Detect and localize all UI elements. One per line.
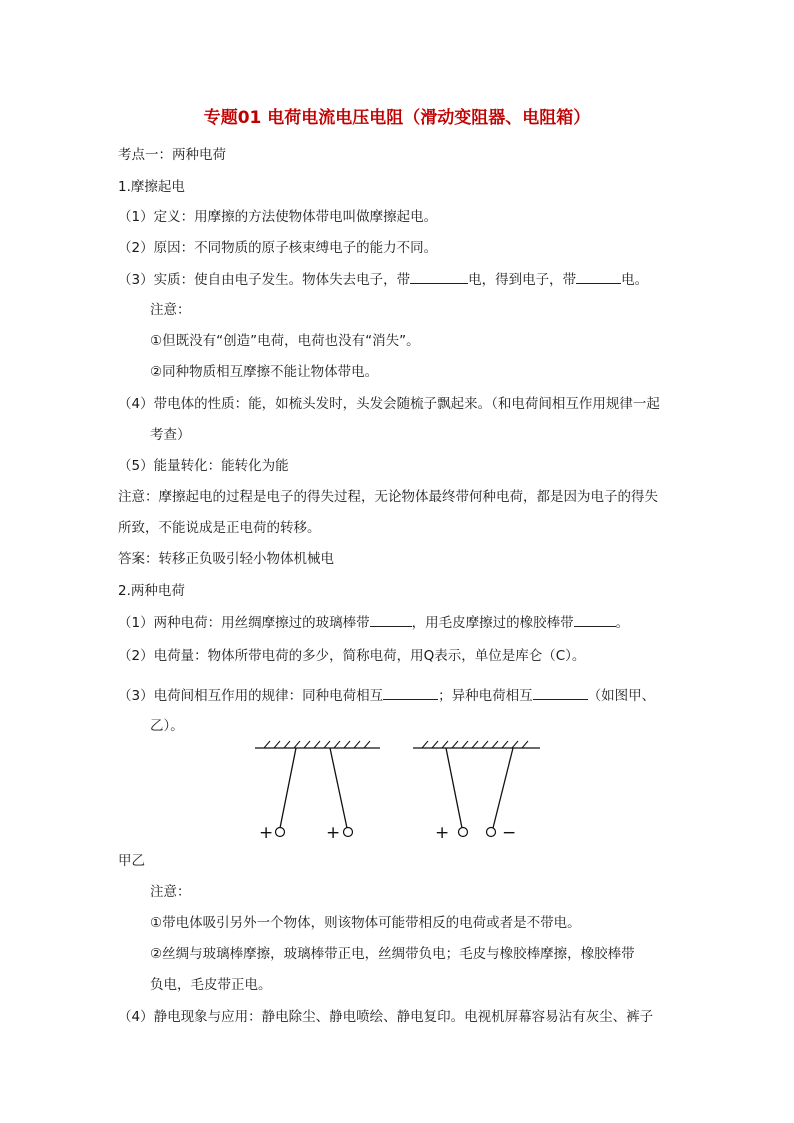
item-energy: （5）能量转化：能转化为能 [118, 458, 289, 474]
pendulum-ball [487, 828, 496, 837]
positive-charge-label: + [326, 823, 341, 843]
item-cause: （2）原因：不同物质的原子核束缚电子的能力不同。 [118, 240, 438, 256]
note-paragraph-cont: 所致，不能说成是正电荷的转移。 [118, 520, 321, 536]
note-paragraph: 注意：摩擦起电的过程是电子的得失过程，无论物体最终带何种电荷，都是因为电子的得失 [118, 489, 658, 505]
item-property-cont: 考查） [150, 427, 191, 443]
figure-caption: 甲乙 [118, 853, 145, 869]
ceiling-hatch [422, 741, 528, 748]
item-interaction-law-cont: 乙）。 [150, 718, 184, 734]
page-title: 专题01 电荷电流电压电阻（滑动变阻器、电阻箱） [203, 108, 591, 128]
pendulum-ball [344, 828, 353, 837]
note-item-cont: 负电，毛皮带正电。 [150, 977, 272, 993]
law-text-b: ；异种电荷相互 [438, 688, 533, 704]
item-interaction-law [118, 685, 655, 706]
item-essence [118, 269, 648, 290]
answer-blank [370, 612, 412, 627]
item-essence-text-c: 电。 [621, 272, 649, 288]
answer-blank [410, 269, 468, 284]
item-essence-text-a: （3）实质：使自由电子发生。物体失去电子，带 [118, 272, 411, 288]
answer-blank [576, 269, 621, 284]
answer-blank [574, 612, 616, 627]
two-charges-text-b: ，用毛皮摩擦过的橡胶棒带 [411, 615, 574, 631]
two-charges-text-c: 。 [615, 615, 630, 631]
note-label: 注意： [150, 302, 191, 318]
pendulum-diagram [250, 736, 550, 846]
pendulum-string [330, 748, 347, 828]
section-heading-2: 2.两种电荷 [118, 583, 185, 599]
item-static-phenomena: （4）静电现象与应用：静电除尘、静电喷绘、静电复印。电视机屏幕容易沾有灰尘、裤子 [118, 1009, 654, 1025]
negative-charge-label: − [502, 823, 517, 843]
pendulum-string [280, 748, 296, 828]
answer-blank [383, 685, 438, 700]
item-essence-text-b: 电，得到电子，带 [468, 272, 577, 288]
note-item: ②丝绸与玻璃棒摩擦，玻璃棒带正电，丝绸带负电；毛皮与橡胶棒摩擦，橡胶棒带 [150, 946, 635, 962]
two-charges-text-a: （1）两种电荷：用丝绸摩擦过的玻璃棒带 [118, 615, 370, 631]
answer-blank [533, 685, 588, 700]
pendulum-ball [276, 828, 285, 837]
law-text-a: （3）电荷间相互作用的规律：同种电荷相互 [118, 688, 384, 704]
positive-charge-label: + [259, 823, 274, 843]
item-definition: （1）定义：用摩擦的方法使物体带电叫做摩擦起电。 [118, 209, 438, 225]
item-charge-quantity: （2）电荷量：物体所带电荷的多少，简称电荷，用Q表示，单位是库仑（C）。 [118, 648, 586, 664]
pendulum-ball [459, 828, 468, 837]
note-item: ①但既没有“创造”电荷，电荷也没有“消失”。 [150, 333, 420, 349]
note-item: ②同种物质相互摩擦不能让物体带电。 [150, 364, 379, 380]
ceiling-hatch [264, 741, 370, 748]
diagram-yi [413, 741, 540, 843]
note-item: ①带电体吸引另外一个物体，则该物体可能带相反的电荷或者是不带电。 [150, 915, 581, 931]
diagram-jia [255, 741, 380, 843]
section-heading-1: 1.摩擦起电 [118, 179, 185, 195]
item-two-charges [118, 612, 629, 633]
kaodian-heading: 考点一：两种电荷 [118, 147, 226, 163]
law-text-c: （如图甲、 [587, 688, 656, 704]
note-label: 注意： [150, 884, 191, 900]
pendulum-string [446, 748, 462, 828]
answer-line: 答案：转移正负吸引轻小物体机械电 [118, 551, 334, 567]
item-property: （4）带电体的性质：能，如梳头发时，头发会随梳子飘起来。（和电荷间相互作用规律一起 [118, 396, 660, 412]
positive-charge-label: + [435, 823, 450, 843]
pendulum-string [493, 748, 513, 828]
